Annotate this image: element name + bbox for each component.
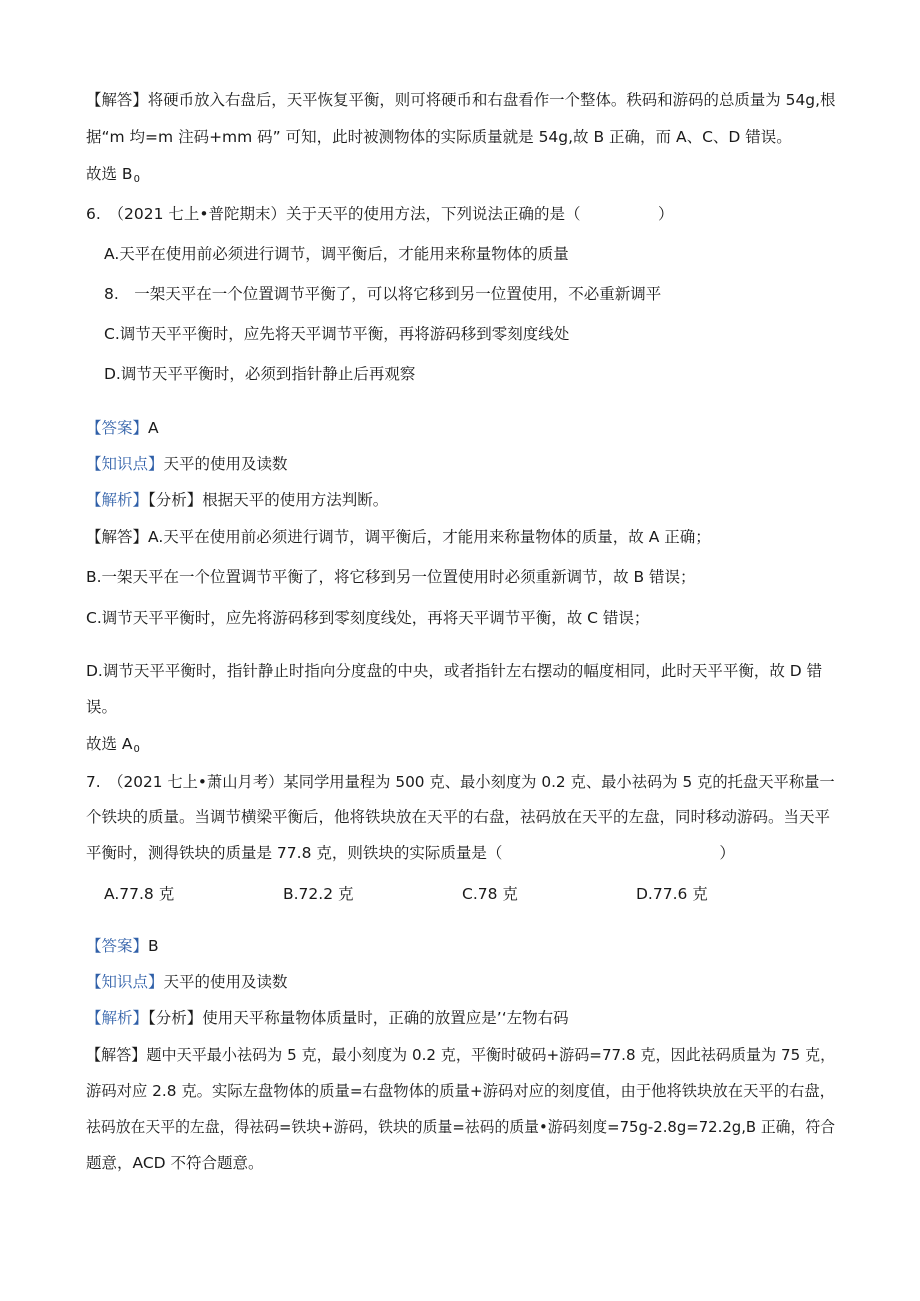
q7-knowledge-point bbox=[86, 971, 288, 993]
analysis-text: 【分析】使用天平称量物体质量时，正确的放置应是’‘左物右码 bbox=[148, 1009, 569, 1027]
q7-option-d: D.77.6 克 bbox=[636, 885, 708, 903]
q6-solution-line-2: B.一架天平在一个位置调节平衡了，将它移到另一位置使用时必须重新调节，故 B 错误； bbox=[86, 568, 696, 586]
q7-solution-line-1 bbox=[86, 1044, 835, 1066]
knowledge-value: 天平的使用及读数 bbox=[163, 455, 288, 473]
choice-subscript: 0 bbox=[133, 174, 140, 185]
solution-text: A.天平在使用前必须进行调节，调平衡后，才能用来称量物体的质量，故 A 正确； bbox=[148, 528, 711, 546]
prev-solution-line-2: 据“m 均=m 注码+mm 码” 可知，此时被测物体的实际质量就是 54g,故 B 正确，而 A、C、D 错误。 bbox=[86, 128, 792, 146]
q7-stem-line-3: 平衡时，测得铁块的质量是 77.8 克，则铁块的实际质量是（ ） bbox=[86, 844, 735, 862]
analysis-label: 【解析】 bbox=[86, 491, 149, 509]
solution-label: 【解答】 bbox=[86, 528, 149, 546]
q6-option-d: D.调节天平平衡时，必须到指针静止后再观察 bbox=[104, 365, 416, 383]
answer-value: A bbox=[148, 419, 159, 437]
knowledge-label: 【知识点】 bbox=[86, 455, 164, 473]
analysis-text: 【分析】根据天平的使用方法判断。 bbox=[148, 491, 389, 509]
solution-label: 【解答】 bbox=[86, 1046, 147, 1064]
q6-option-b: 8. 一架天平在一个位置调节平衡了，可以将它移到另一位置使用，不必重新调平 bbox=[104, 285, 662, 303]
q6-solution-line-3: C.调节天平平衡时，应先将游码移到零刻度线处，再将天平调节平衡，故 C 错误； bbox=[86, 609, 650, 627]
q7-stem-line-2: 个铁块的质量。当调节横梁平衡后，他将铁块放在天平的右盘，祛码放在天平的左盘，同时移动游码。当天平 bbox=[86, 808, 831, 826]
prev-solution-line-1 bbox=[86, 89, 835, 111]
solution-label: 【解答】 bbox=[86, 91, 148, 109]
q6-knowledge-point bbox=[86, 453, 288, 475]
q7-solution-line-4: 题意，ACD 不符合题意。 bbox=[86, 1154, 264, 1172]
q6-solution-line-4: D.调节天平平衡时，指针静止时指向分度盘的中央，或者指针左右摆动的幅度相同，此时天平平衡，故 D 错 bbox=[86, 662, 823, 680]
q6-solution-line-5: 误。 bbox=[86, 698, 118, 716]
q6-stem: 6. （2021 七上•普陀期末）关于天平的使用方法，下列说法正确的是（ ） bbox=[86, 205, 674, 223]
solution-text: 将硬币放入右盘后，天平恢复平衡，则可将硬币和右盘看作一个整体。秩码和游码的总质量为 54g,根 bbox=[147, 91, 836, 109]
q7-analysis bbox=[86, 1007, 569, 1029]
q6-answer bbox=[86, 417, 159, 439]
q7-option-a: A.77.8 克 bbox=[104, 885, 175, 903]
prev-choice-line bbox=[86, 163, 140, 191]
q6-choice-line bbox=[86, 733, 140, 761]
knowledge-value: 天平的使用及读数 bbox=[163, 973, 288, 991]
q7-stem-line-1: 7. （2021 七上•萧山月考）某同学用量程为 500 克、最小刻度为 0.2 克、最小祛码为 5 克的托盘天平称量一 bbox=[86, 773, 835, 791]
q7-solution-line-3: 祛码放在天平的左盘，得祛码=铁块+游码，铁块的质量=祛码的质量•游码刻度=75g-2.8g=72.2g,B 正确，符合 bbox=[86, 1118, 836, 1136]
knowledge-label: 【知识点】 bbox=[86, 973, 164, 991]
q6-option-a: A.天平在使用前必须进行调节，调平衡后，才能用来称量物体的质量 bbox=[104, 245, 569, 263]
solution-text: 题中天平最小祛码为 5 克，最小刻度为 0.2 克，平衡时破码+游码=77.8 克，因此祛码质量为 75 克， bbox=[146, 1046, 836, 1064]
answer-label: 【答案】 bbox=[86, 937, 149, 955]
q6-analysis bbox=[86, 489, 388, 511]
q7-answer bbox=[86, 935, 159, 957]
q6-solution-line-1 bbox=[86, 526, 711, 548]
q7-option-c: C.78 克 bbox=[462, 885, 518, 903]
analysis-label: 【解析】 bbox=[86, 1009, 149, 1027]
answer-label: 【答案】 bbox=[86, 419, 149, 437]
q7-option-b: B.72.2 克 bbox=[283, 885, 354, 903]
q7-solution-line-2: 游码对应 2.8 克。实际左盘物体的质量=右盘物体的质量+游码对应的刻度值，由于他将铁块放在天平的右盘， bbox=[86, 1082, 835, 1100]
choice-text: 故选 A bbox=[86, 735, 133, 753]
q6-option-c: C.调节天平平衡时，应先将天平调节平衡，再将游码移到零刻度线处 bbox=[104, 325, 570, 343]
choice-subscript: 0 bbox=[133, 744, 140, 755]
choice-text: 故选 B bbox=[86, 165, 133, 183]
answer-value: B bbox=[148, 937, 159, 955]
